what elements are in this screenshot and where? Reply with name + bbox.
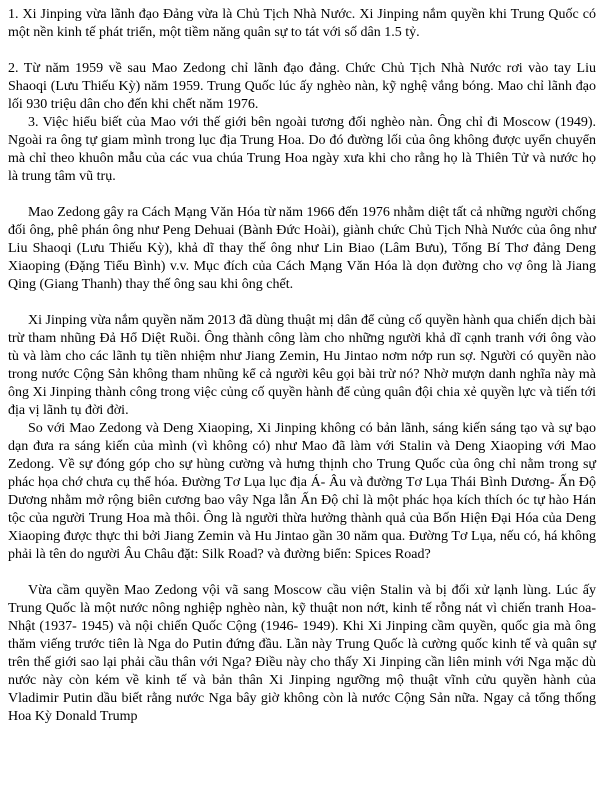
paragraph-gap (8, 42, 596, 60)
paragraph-cultural-revolution: Mao Zedong gây ra Cách Mạng Văn Hóa từ năm 1966 đến 1976 nhằm diệt tất cả những người chống đối ông, phê phán ông như Peng Dehuai (Bành Đức Hoài), giành chức Chủ Tịch Nhà Nước của ông như Liu Shaoqi (Lưu Thiếu Kỳ), khả dĩ thay thế ông như Lin Biao (Lâm Bưu), Tổng Bí Thơ đảng Deng Xiaoping (Đặng Tiểu Bình) v.v. Mục đích của Cách Mạng Văn Hóa là dọn đường cho vợ ông là Jiang Qing (Giang Thanh) thay thế ông sau khi ông chết. (8, 205, 596, 292)
paragraph-xi-anticorruption: Xi Jinping vừa nắm quyền năm 2013 đã dùng thuật mị dân để củng cố quyền hành qua chiến dịch bài trừ tham nhũng Đả Hổ Diệt Ruồi. Ông thành công làm cho những người khả dĩ cạnh tranh với ông vào tù và làm cho các lãnh tụ tiền nhiệm như Jiang Zemin, Hu Jintao nơm nớp run sợ. Người có quyền nào trong nước Cộng Sản không tham nhũng kể cả người kêu gọi bài trừ nó? Nhờ mượn danh nghĩa này mà ông Xi Jinping thành công trong việc củng cố quyền hành để củng quân đội chia xẻ quyền lực và tiến tới địa vị lãnh tụ đời đời. (8, 313, 596, 418)
paragraph-1: 1. Xi Jinping vừa lãnh đạo Đảng vừa là Chủ Tịch Nhà Nước. Xi Jinping nắm quyền khi Trung Quốc có một nền kinh tế phát triển, một tiềm năng quân sự to tát với số dân 1.5 tỷ. (8, 7, 596, 40)
paragraph-gap (8, 294, 596, 312)
paragraph-2: 2. Từ năm 1959 về sau Mao Zedong chỉ lãnh đạo đảng. Chức Chủ Tịch Nhà Nước rơi vào tay Liu Shaoqi (Lưu Thiếu Kỳ) năm 1959. Trung Quốc lúc ấy nghèo nàn, kỹ nghệ vắng bóng. Mao chỉ lãnh đạo lối 930 triệu dân cho đến khi chết năm 1976. (8, 61, 596, 112)
paragraph-xi-comparison: So với Mao Zedong và Deng Xiaoping, Xi Jinping không có bản lãnh, sáng kiến sáng tạo và sự bạo dạn đưa ra sáng kiến của mình (vì không có) như Mao đã làm với Stalin và Deng Xiaoping với Mao Zedong. Về sự đóng góp cho sự hùng cường và hưng thịnh cho Trung Quốc của ông chỉ nằm trong sự phác họa chớ chưa cụ thể hóa. Đường Tơ Lụa lục địa Á- Âu và đường Tơ Lụa Thái Bình Dương- Ấn Độ Dương nhằm mở rộng biên cương bao vây Nga lẫn Ấn Độ chỉ là một phác họa kích thích óc tự hào Hán tộc của người Trung Hoa mà thôi. Ông là người thừa hưởng thành quả của Bốn Hiện Đại Hóa của Deng Xiaoping được thực thi bởi Jiang Zemin và Hu Jintao gần 30 năm qua. Đường Tơ Lụa, nếu có, há không phải là tên do người Âu Châu đặt: Silk Road? và đường biển: Spices Road? (8, 421, 596, 562)
document-page (8, 6, 596, 726)
paragraph-moscow: Vừa cầm quyền Mao Zedong vội vã sang Moscow cầu viện Stalin và bị đối xử lạnh lùng. Lúc ấy Trung Quốc là một nước nông nghiệp nghèo nàn, kỹ thuật non nớt, kinh tế rỗng nát vì chiến tranh Hoa- Nhật (1937- 1945) và nội chiến Quốc Cộng (1946- 1949). Khi Xi Jinping cầm quyền, quốc gia mà ông thăm viếng trước tiên là Nga do Putin đứng đầu. Lần này Trung Quốc là cường quốc kinh tế và quân sự trên thế giới sao lại phải cầu thân với Nga? Điều này cho thấy Xi Jinping cần liên minh với Nga mặc dù nước này còn kém về kinh tế và bản thân Xi Jinping ngưỡng mộ thuật vĩnh cửu quyền hành của Vladimir Putin dầu biết rằng nước Nga bây giờ không còn là nước Cộng Sản nữa. Ngay cả tổng thống Hoa Kỳ Donald Trump (8, 583, 596, 724)
paragraph-3: 3. Việc hiểu biết của Mao với thế giới bên ngoài tương đối nghèo nàn. Ông chỉ đi Moscow (1949). Ngoài ra ông tự giam mình trong lục địa Trung Hoa. Do đó đường lối của ông không được uyển chuyển mà chỉ theo khuôn mẫu của các vua chúa Trung Hoa ngày xưa khi cho rằng họ là Thiên Tử và nước họ là trung tâm vũ trụ. (8, 115, 596, 184)
paragraph-gap (8, 186, 596, 204)
paragraph-gap (8, 564, 596, 582)
